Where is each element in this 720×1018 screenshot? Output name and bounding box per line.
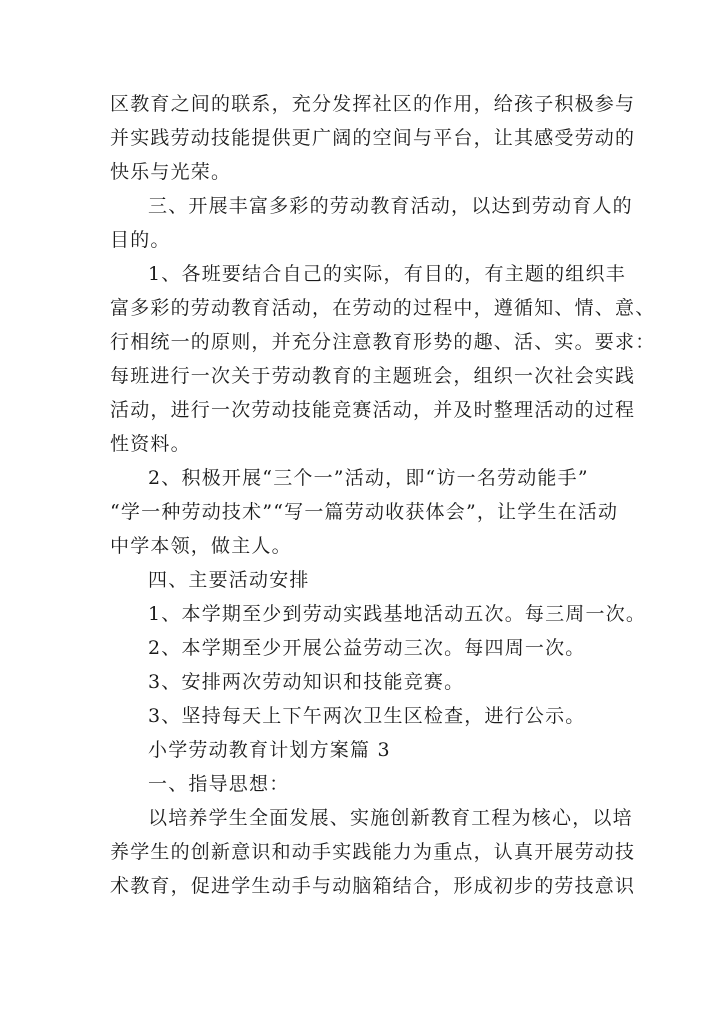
text-line: 活动，进行一次劳动技能竞赛活动，并及时整理活动的过程 (110, 399, 636, 421)
text-line: 三、开展丰富多彩的劳动教育活动，以达到劳动育人的 (148, 195, 633, 217)
document-body (110, 87, 656, 903)
text-line: 每班进行一次关于劳动教育的主题班会，组织一次社会实践 (110, 365, 636, 387)
text-line: 行相统一的原则，并充分注意教育形势的趣、活、实。要求： (110, 331, 656, 353)
text-line: 区教育之间的联系，充分发挥社区的作用，给孩子积极参与 (110, 93, 636, 115)
text-line: 一、指导思想： (148, 773, 290, 795)
text-line: 四、主要活动安排 (148, 569, 310, 591)
text-line: 性资料。 (110, 433, 191, 455)
text-line: 2、本学期至少开展公益劳动三次。每四周一次。 (148, 637, 586, 659)
text-line: 目的。 (110, 229, 171, 251)
text-line: 3、坚持每天上下午两次卫生区检查，进行公示。 (148, 705, 586, 727)
text-line: 3、安排两次劳动知识和技能竞赛。 (148, 671, 465, 693)
text-line: 1、各班要结合自己的实际，有目的，有主题的组织丰 (148, 263, 626, 285)
text-line: 小学劳动教育计划方案篇 3 (148, 739, 391, 761)
text-line: 2、积极开展“三个一”活动，即“访一名劳动能手” (148, 467, 589, 489)
text-line: “学一种劳动技术”“写一篇劳动收获体会”，让学生在活动 (110, 501, 619, 523)
text-line: 1、本学期至少到劳动实践基地活动五次。每三周一次。 (148, 603, 647, 625)
text-line: 并实践劳动技能提供更广阔的空间与平台，让其感受劳动的 (110, 127, 636, 149)
text-line: 富多彩的劳动教育活动，在劳动的过程中，遵循知、情、意、 (110, 297, 656, 319)
text-line: 中学本领，做主人。 (110, 535, 292, 557)
text-line: 以培养学生全面发展、实施创新教育工程为核心，以培 (148, 807, 633, 829)
text-line: 快乐与光荣。 (110, 161, 232, 183)
text-line: 术教育，促进学生动手与动脑箱结合，形成初步的劳技意识 (110, 875, 636, 897)
text-line: 养学生的创新意识和动手实践能力为重点，认真开展劳动技 (110, 841, 636, 863)
